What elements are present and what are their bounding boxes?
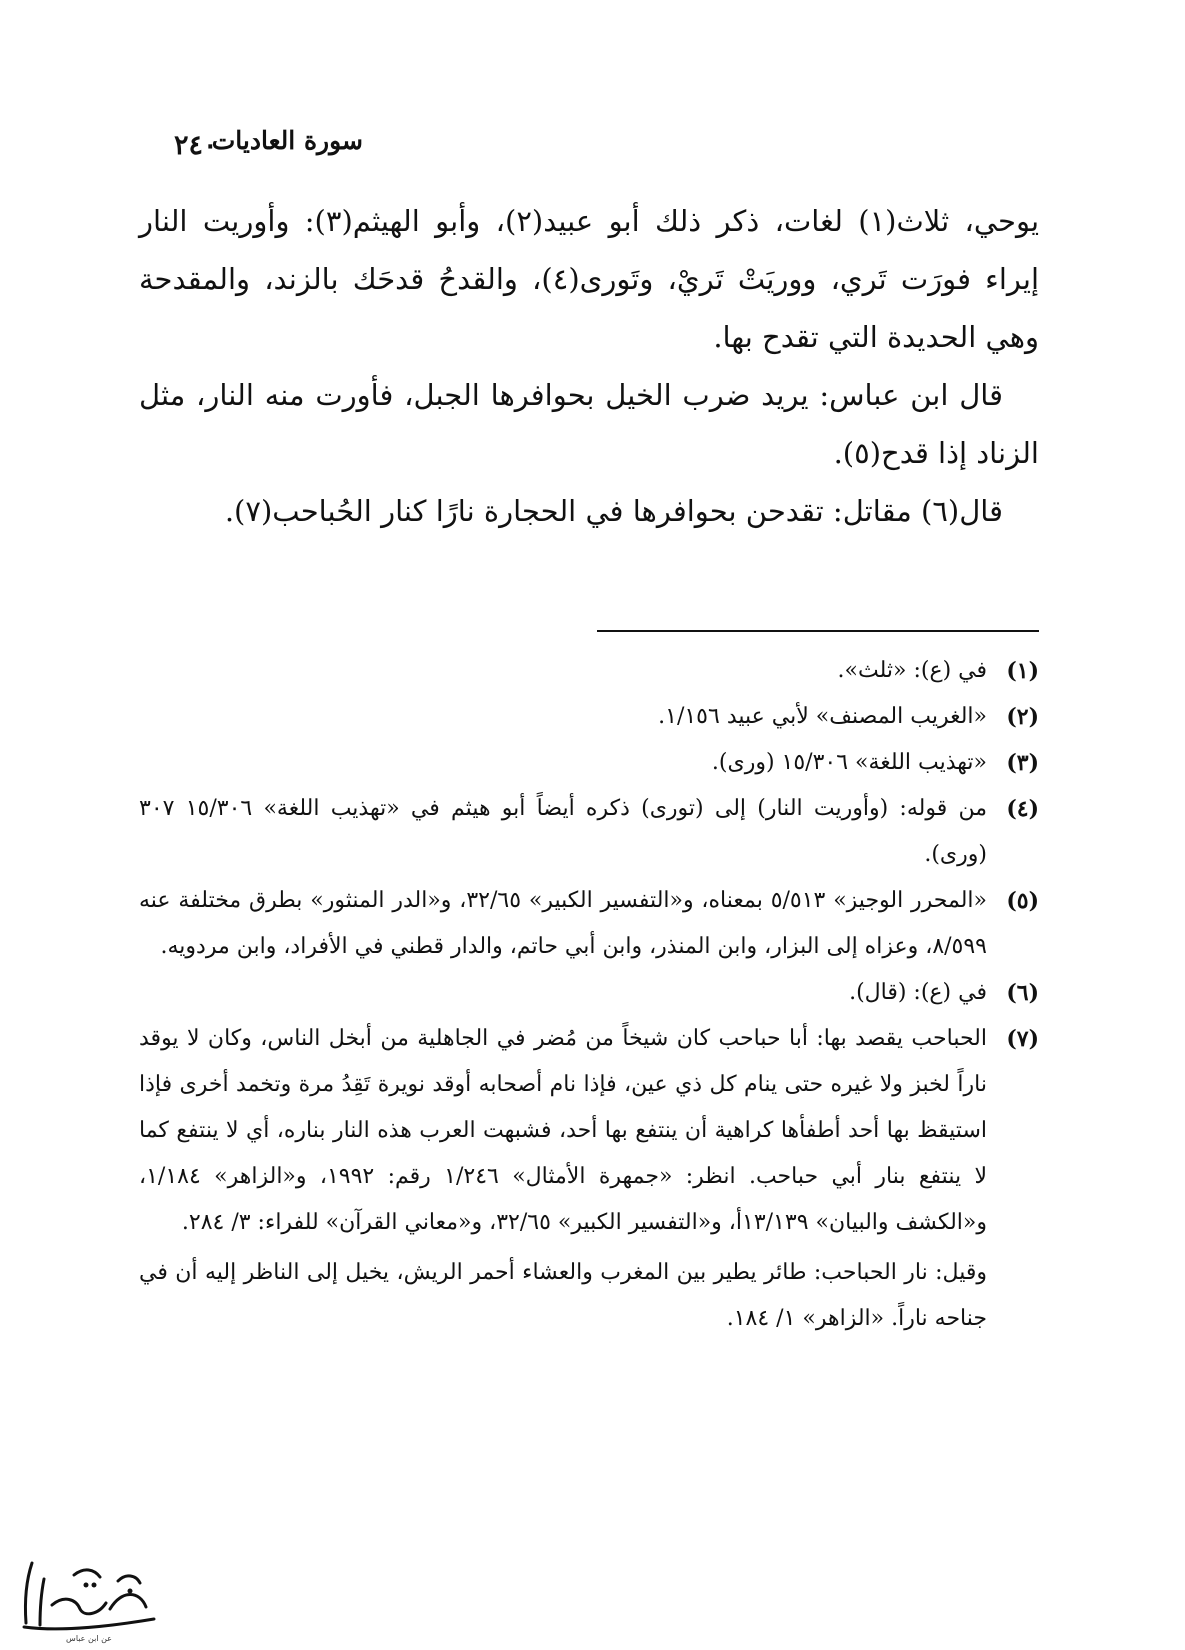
footnote-number: (٥) [1006,888,1039,914]
main-paragraph-1: يوحي، ثلاث(١) لغات، ذكر ذلك أبو عبيد(٢)، وأبو الهيثم(٣): وأوريت النار إيراء فورَت تَري، ووريَتْ تَريْ، وتَورى(٤)، والقدحُ قدحَك بالزند، والمقدحة وهي الحديدة التي تقدح بها. [139,204,1040,354]
main-text [139,192,1039,540]
footnote-7 [139,1016,1039,1246]
footnote-text: «الغريب المصنف» لأبي عبيد ١/١٥٦. [658,704,987,729]
page-title: سورة العاديات [211,126,363,155]
footnotes [139,648,1039,1342]
footnote-5 [139,878,1039,970]
calligraphy-logo-icon [14,1545,164,1645]
footnote-6 [139,970,1039,1016]
footnote-separator [597,630,1039,632]
footnote-continuation [139,1250,987,1342]
logo-subtext: عن ابن عباس [66,1634,112,1643]
footnote-extra-text: وقيل: نار الحباحب: طائر يطير بين المغرب والعشاء أحمر الريش، يخيل إلى الناظر إليه أن في جناحه ناراً. «الزاهر» ١/ ١٨٤. [139,1260,987,1331]
footnote-number: (٣) [1006,750,1039,776]
footnote-number: (١) [1006,658,1039,684]
main-paragraph-2: قال ابن عباس: يريد ضرب الخيل بحوافرها الجبل، فأورت منه النار، مثل الزناد إذا قدح(٥). [139,378,1039,470]
footnote-text: في (ع): «ثلث». [837,658,987,683]
footnote-4 [139,786,1039,878]
footnote-number: (٤) [1006,796,1039,822]
page-number: ٢٤٠ [174,130,218,161]
footnote-1 [139,648,1039,694]
footnote-text: «المحرر الوجيز» ٥/٥١٣ بمعناه، و«التفسير الكبير» ٣٢/٦٥، و«الدر المنثور» بطرق مختلفة عنه ٨/٥٩٩، وعزاه إلى البزار، وابن المنذر، وابن أبي حاتم، والدار قطني في الأفراد، وابن مردويه. [139,888,988,959]
footnote-2 [139,694,1039,740]
footnote-number: (٢) [1006,704,1039,730]
footnote-number: (٧) [1006,1026,1039,1052]
main-paragraph-3: قال(٦) مقاتل: تقدحن بحوافرها في الحجارة نارًا كنار الحُباحب(٧). [224,494,1003,528]
footnote-text: الحباحب يقصد بها: أبا حباحب كان شيخاً من مُضر في الجاهلية من أبخل الناس، وكان لا يوقد ناراً لخبز ولا غيره حتى ينام كل ذي عين، فإذا نام أصحابه أوقد نويرة تَقِدُ مرة وتخمد أخرى فإذا استيقظ بها أحد أطفأها كراهية أن ينتفع بها أحد، فشبهت العرب هذه النار بناره، أي لا ينتفع كما لا ينتفع بنار أبي حباحب. انظر: «جمهرة الأمثال» ١/٢٤٦ رقم: ١٩٩٢، و«الزاهر» ١/١٨٤، و«الكشف والبيان» ١٣/١٣٩أ، و«التفسير الكبير» ٣٢/٦٥، و«معاني القرآن» للفراء: ٣/ ٢٨٤. [139,1026,987,1235]
footnote-text: من قوله: (وأوريت النار) إلى (تورى) ذكره أيضاً أبو هيثم في «تهذيب اللغة» ١٥/٣٠٦ ٣٠٧ (ورى). [139,796,988,867]
footnote-text: في (ع): (قال). [849,980,987,1005]
footnote-number: (٦) [1006,980,1039,1006]
footnote-3 [139,740,1039,786]
footnote-text: «تهذيب اللغة» ١٥/٣٠٦ (ورى). [711,750,987,775]
